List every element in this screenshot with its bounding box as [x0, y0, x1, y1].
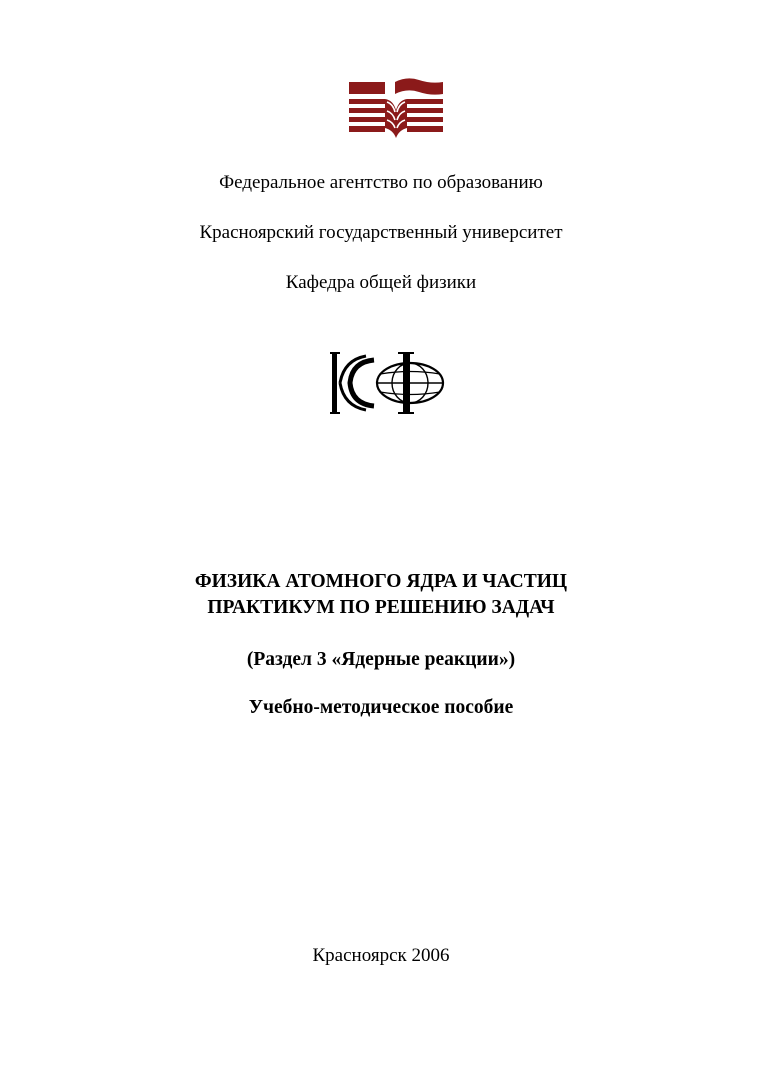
university-name: Красноярский государственный университет [199, 222, 563, 243]
agency-name: Федеральное агентство по образованию [219, 172, 543, 193]
kf-globe-logo-icon [330, 350, 446, 416]
title-line-1: ФИЗИКА АТОМНОГО ЯДРА И ЧАСТИЦ [194, 571, 568, 592]
city-year: Красноярск 2006 [312, 945, 450, 966]
section-subtitle: (Раздел 3 «Ядерные реакции») [246, 649, 516, 670]
book-emblem-icon [349, 76, 443, 141]
department-name: Кафедра общей физики [285, 272, 477, 293]
document-type: Учебно-методическое пособие [248, 697, 514, 718]
title-line-2: ПРАКТИКУМ ПО РЕШЕНИЮ ЗАДАЧ [207, 597, 555, 618]
